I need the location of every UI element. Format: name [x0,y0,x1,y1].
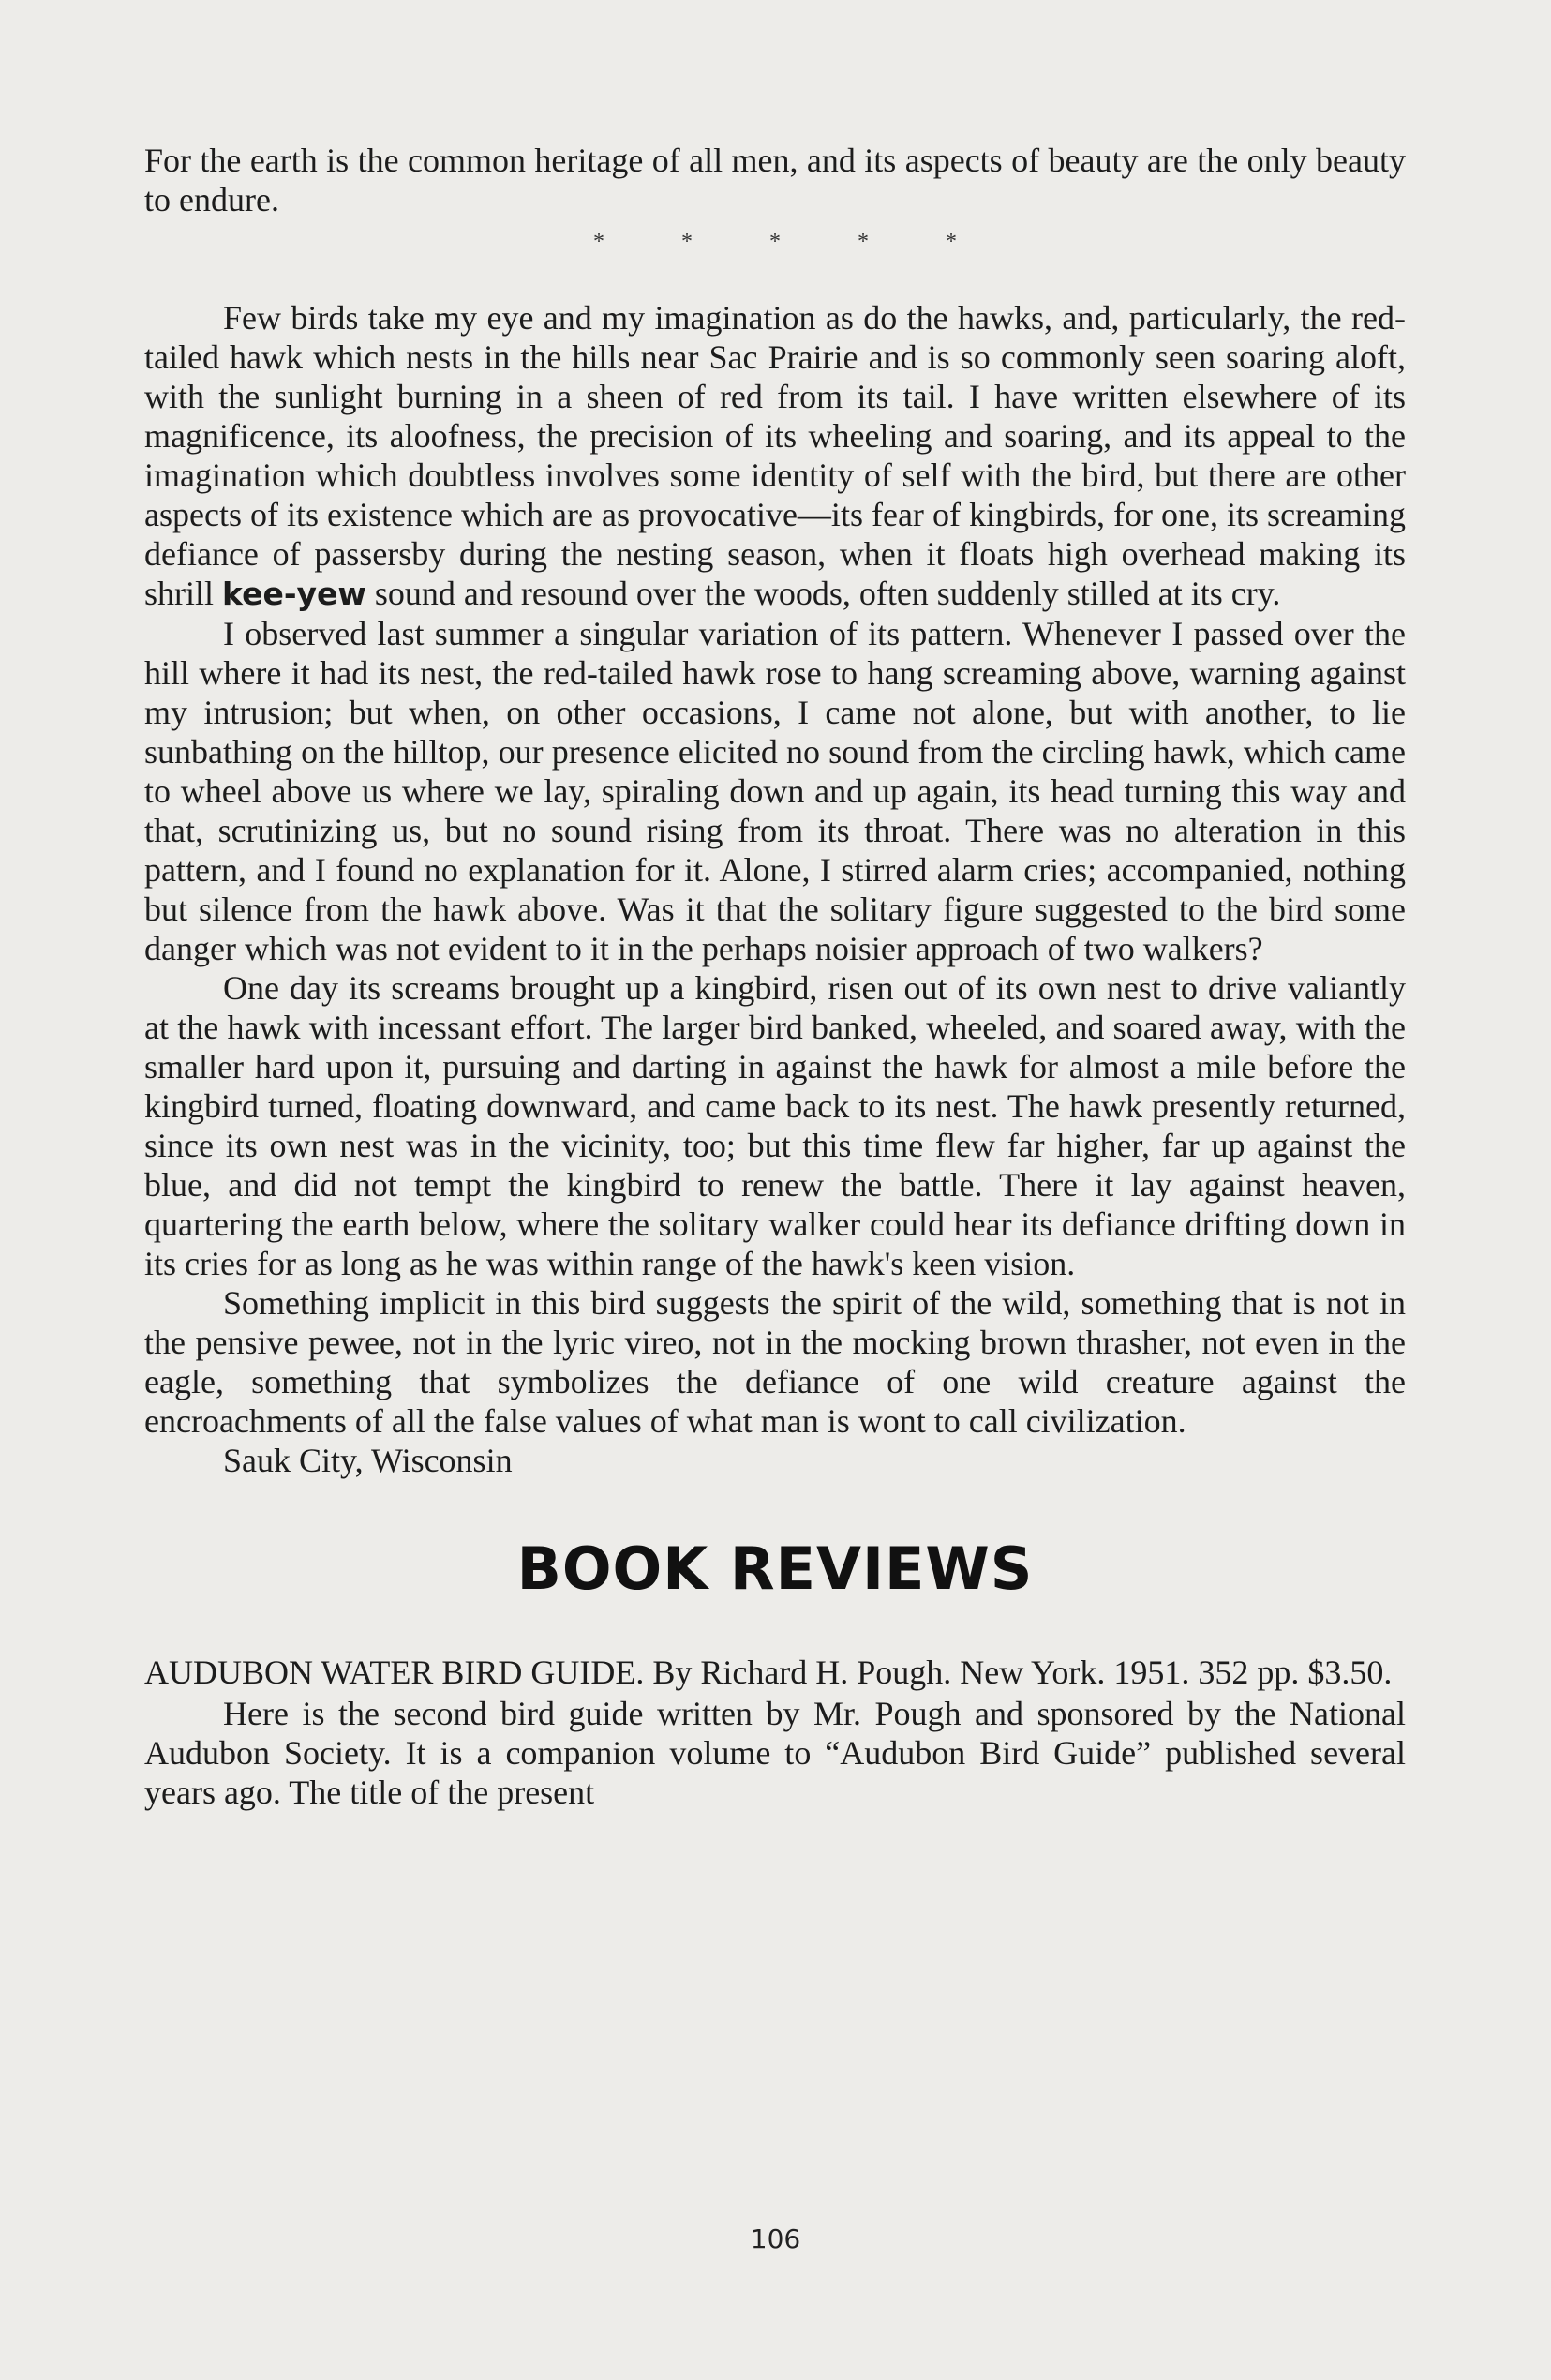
text-column [144,141,1406,1812]
separator-star: * [681,230,693,254]
essay-p1-text-end: sound and resound over the woods, often suddenly stilled at its cry. [365,575,1281,612]
call-word: kee-yew [222,576,366,612]
review-citation: AUDUBON WATER BIRD GUIDE. By Richard H. Pough. New York. 1951. 352 pp. $3.50. [144,1654,1393,1691]
section-heading: BOOK REVIEWS [516,1534,1034,1603]
author-location: Sauk City, Wisconsin [223,1442,513,1479]
separator-star: * [858,230,869,254]
opening-paragraph: For the earth is the common heritage of all men, and its aspects of beauty are the only beauty to endure. [144,142,1406,218]
section-separator [144,227,1406,257]
essay-paragraph-1 [144,298,1406,614]
essay-paragraph-3: One day its screams brought up a kingbird, risen out of its own nest to drive valiantly at the hawk with incessant effort. The larger bird banked, wheeled, and soared away, with the smaller hard upon it, pursuing and darting in against the hawk for almost a mile before the kingbird turned, floating downward, and came back to its nest. The hawk presently returned, since its own nest was in the vicinity, too; but this time flew far higher, far up against the blue, and did not tempt the kingbird to renew the battle. There it lay against heaven, quartering the earth below, where the solitary walker could hear its defiance drifting down in its cries for as long as he was within range of the hawk's keen vision. [144,969,1406,1282]
essay-paragraph-2: I observed last summer a singular variation of its pattern. Whenever I passed over the hill where it had its nest, the red-tailed hawk rose to hang screaming above, warning against my intrusion; but when, on other occasions, I came not alone, but with another, to lie sunbathing on the hilltop, our presence elicited no sound from the circling hawk, which came to wheel above us where we lay, spiraling down and up again, its head turning this way and that, scrutinizing us, but no sound rising from its throat. There was no alteration in this pattern, and I found no explanation for it. Alone, I stirred alarm cries; accompanied, nothing but silence from the hawk above. Was it that the solitary figure suggested to the bird some danger which was not evident to it in the perhaps noisier approach of two walkers? [144,615,1406,967]
page-number: 106 [750,2223,801,2254]
separator-star: * [946,230,957,254]
review-body: Here is the second bird guide written by Mr. Pough and sponsored by the National Audubon Society. It is a companion volume to “Audubon Bird Guide” published several years ago. The title of the present [144,1695,1406,1811]
separator-star: * [769,230,781,254]
essay-paragraph-4: Something implicit in this bird suggests the spirit of the wild, something that is not in the pensive pewee, not in the lyric vireo, not in the mocking brown thrasher, not even in the eagle, something that symbolizes the defiance of one wild creature against the encroachments of all the false values of what man is wont to call civilization. [144,1284,1406,1440]
separator-star: * [593,230,604,254]
essay-p1-text: Few birds take my eye and my imagination as do the hawks, and, particularly, the red-tailed hawk which nests in the hills near Sac Prairie and is so commonly seen soaring aloft, with the sunlight burning in a sheen of red from its tail. I have written elsewhere of its magnificence, its aloofness, the precision of its wheeling and soaring, and its appeal to the imagination which doubtless involves some identity of self with the bird, but there are other aspects of its existence which are as provocative—its fear of kingbirds, for one, its screaming defiance of passersby during the nesting season, when it floats high overhead making its shrill [144,299,1406,612]
